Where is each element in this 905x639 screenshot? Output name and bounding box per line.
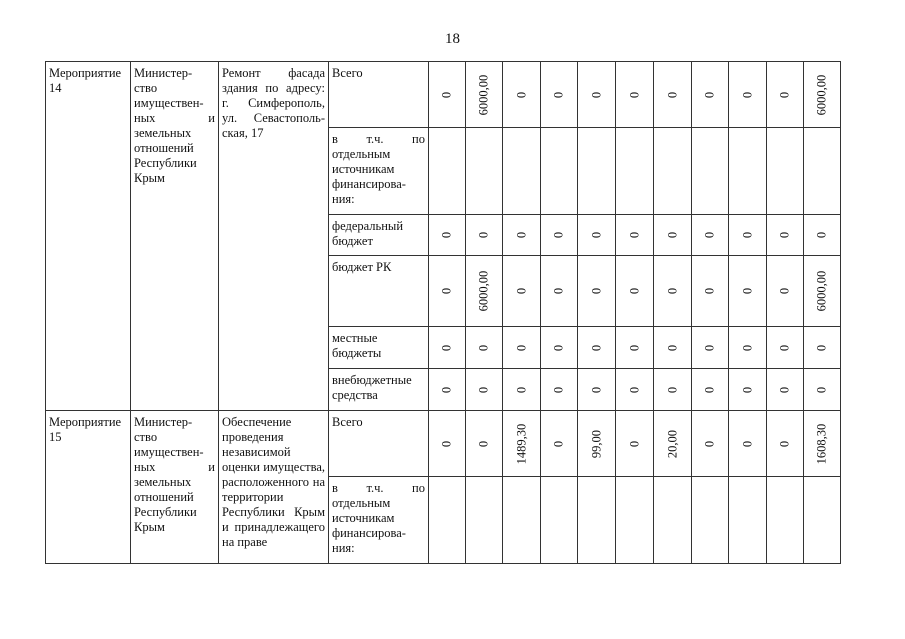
value-cell: 0 — [476, 386, 491, 393]
value-cell: 6000,00 — [476, 270, 491, 312]
value-cell: 0 — [476, 440, 491, 447]
value-cell: 0 — [439, 440, 454, 447]
value-cell: 0 — [627, 386, 641, 393]
event-cell: Мероприятие 15 — [46, 411, 131, 564]
value-cell: 6000,00 — [814, 74, 829, 115]
source-label: бюджет РК — [329, 256, 429, 327]
value-cell: 0 — [740, 287, 754, 295]
table-row — [46, 411, 841, 477]
value-cell: 0 — [814, 231, 829, 239]
value-cell: 0 — [777, 287, 792, 295]
value-cell: 6000,00 — [476, 74, 491, 115]
value-cell: 0 — [627, 231, 641, 239]
value-cell: 0 — [665, 287, 679, 295]
value-cell: 0 — [665, 344, 679, 351]
value-cell: 0 — [814, 386, 829, 393]
source-label: федеральный бюджет — [329, 215, 429, 256]
value-cell: 0 — [740, 91, 754, 98]
value-cell: 0 — [551, 440, 566, 447]
source-label: внебюджетные средства — [329, 369, 429, 411]
value-cell: 0 — [514, 287, 528, 295]
budget-table — [45, 61, 841, 564]
value-cell: 0 — [551, 386, 566, 393]
value-cell: 0 — [439, 386, 454, 393]
value-cell: 6000,00 — [814, 270, 829, 312]
value-cell: 0 — [777, 91, 792, 98]
value-cell: 0 — [476, 344, 491, 351]
value-cell: 0 — [740, 344, 754, 351]
value-cell: 0 — [665, 91, 679, 98]
value-cell: 0 — [589, 231, 603, 239]
value-cell: 0 — [439, 91, 454, 98]
value-cell: 0 — [627, 344, 641, 351]
value-cell: 0 — [551, 344, 566, 351]
value-cell: 20,00 — [665, 429, 679, 458]
value-cell: 1489,30 — [514, 423, 528, 464]
value-cell: 0 — [514, 231, 528, 239]
value-cell: 0 — [777, 386, 792, 393]
value-cell: 0 — [514, 91, 528, 98]
value-cell: 0 — [702, 287, 717, 295]
value-cell: 0 — [551, 91, 566, 98]
value-cell: 0 — [627, 440, 641, 447]
source-label: Всего — [329, 411, 429, 477]
value-cell: 0 — [589, 386, 603, 393]
value-cell: 0 — [439, 231, 454, 239]
value-cell: 99,00 — [589, 429, 603, 458]
value-cell: 0 — [777, 231, 792, 239]
executor-cell: Министер-ство имуществен-ных и земельных отношений Республики Крым — [131, 411, 219, 564]
table-row — [46, 62, 841, 128]
value-cell: 0 — [439, 287, 454, 295]
value-cell: 0 — [627, 287, 641, 295]
value-cell: 0 — [551, 231, 566, 239]
value-cell: 0 — [702, 440, 717, 447]
description-cell: Ремонт фасада здания по адресу: г. Симферополь, ул. Севастополь-ская, 17 — [219, 62, 329, 411]
value-cell: 0 — [589, 91, 603, 98]
value-cell: 1608,30 — [814, 423, 829, 464]
value-cell: 0 — [702, 231, 717, 239]
value-cell: 0 — [627, 91, 641, 98]
value-cell: 0 — [514, 344, 528, 351]
value-cell: 0 — [740, 231, 754, 239]
value-cell: 0 — [665, 231, 679, 239]
source-label: в т.ч. по отдельным источникам финансирова-ния: — [329, 477, 429, 564]
value-cell: 0 — [702, 386, 717, 393]
source-label: в т.ч. по отдельным источникам финансирова-ния: — [329, 128, 429, 215]
value-cell: 0 — [777, 440, 792, 447]
value-cell: 0 — [665, 386, 679, 393]
value-cell: 0 — [589, 344, 603, 351]
value-cell: 0 — [439, 344, 454, 351]
value-cell: 0 — [551, 287, 566, 295]
value-cell: 0 — [777, 344, 792, 351]
event-cell: Мероприятие 14 — [46, 62, 131, 411]
value-cell: 0 — [702, 344, 717, 351]
source-label: местные бюджеты — [329, 327, 429, 369]
value-cell: 0 — [740, 386, 754, 393]
executor-cell: Министер-ство имуществен-ных и земельных отношений Республики Крым — [131, 62, 219, 411]
value-cell: 0 — [702, 91, 717, 98]
source-label: Всего — [329, 62, 429, 128]
page-number: 18 — [445, 31, 460, 47]
value-cell: 0 — [589, 287, 603, 295]
description-cell: Обеспечение проведения независимой оценки имущества, расположенного на территории Республики Крым и принадлежащего на праве — [219, 411, 329, 564]
value-cell: 0 — [814, 344, 829, 351]
value-cell: 0 — [740, 440, 754, 447]
value-cell: 0 — [476, 231, 491, 239]
value-cell: 0 — [514, 386, 528, 393]
